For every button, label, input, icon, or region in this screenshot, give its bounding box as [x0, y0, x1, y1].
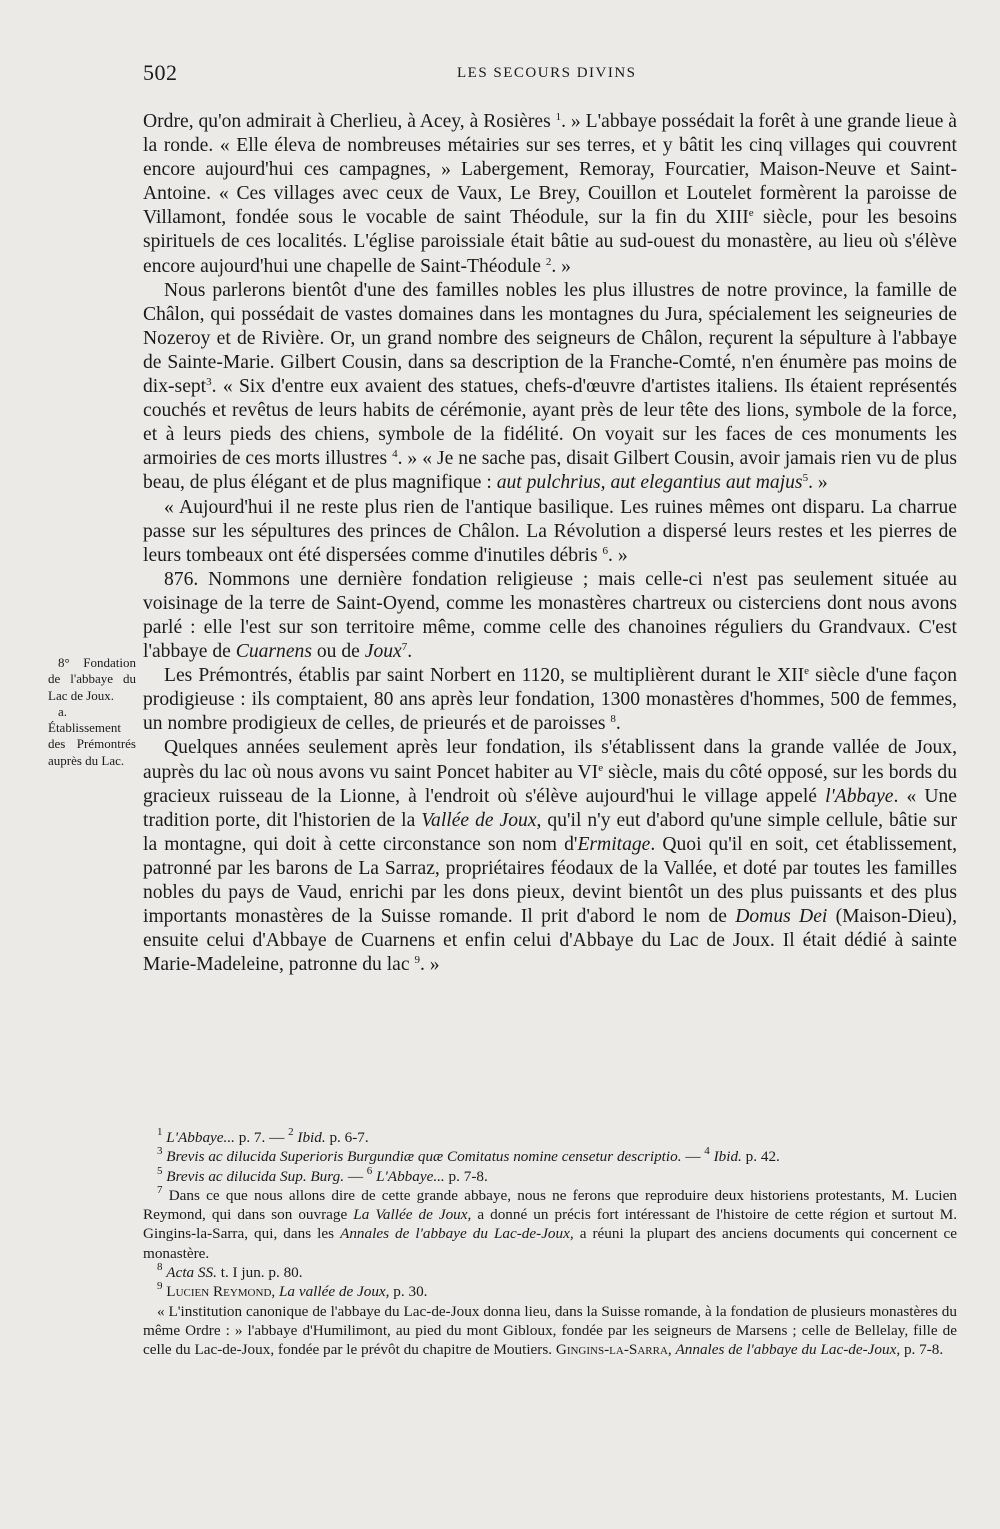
footnote-number: 1 — [157, 1126, 163, 1138]
italic-text: Acta SS. — [166, 1264, 217, 1282]
footnote-ref: 1 — [555, 111, 562, 123]
footnote-ref: 4 — [392, 448, 398, 461]
text: . » — [808, 472, 828, 494]
text: — — [344, 1167, 367, 1185]
italic-text: Ibid. — [297, 1129, 326, 1146]
text: Quelques années seulement après leur fondation, ils s'établissent dans la grande vallée de Joux, auprès du lac où nous avons vu saint Poncet habiter au VI — [143, 737, 957, 783]
text: 876. Nommons une dernière fondation religieuse ; mais celle-ci n'est pas seulement située au voisinage de la terre de Saint-Oyend, comme les monastères chartreux ou cisterciens dont nous avons parlé : elle l'est sur son territoire même, comme celle des chanoines réguliers du Grandvaux. C'est l'abbaye de — [143, 568, 957, 663]
footnote — [143, 1282, 957, 1301]
margin-note: a. Établissement des Prémontrés auprès du Lac. — [48, 703, 136, 768]
italic-text: L'Abbaye... — [166, 1129, 235, 1146]
text: siècle, pour les besoins spirituels de ces localités. L'église paroissiale était bâtie au sud-ouest du monastère, au lieu où s'élève encore aujourd'hui une chapelle de Saint-Théodule — [143, 207, 958, 277]
text: siècle, mais du côté opposé, sur les bords du gracieux ruisseau de la Lionne, à l'endroit où s'élève aujourd'hui le village appelé — [143, 761, 958, 807]
italic-text: Ermitage — [577, 833, 651, 855]
text: siècle d'une façon prodigieuse : ils comptaient, 80 ans après leur fondation, 1300 monastères d'hommes, 500 de femmes, un nombre prodigieux de celles, de prieurés et de paroisses — [143, 665, 957, 735]
italic-text: Ibid. — [713, 1148, 742, 1166]
text: , — [667, 1341, 676, 1359]
footnotes — [143, 1128, 957, 1360]
footnote-ref: 3 — [206, 376, 212, 389]
author-name: Lucien Reymond — [166, 1283, 272, 1301]
footnote-ref: 2 — [545, 255, 552, 268]
footnote-ref: 8 — [610, 713, 616, 726]
century-suffix: e — [804, 665, 810, 678]
text: Les Prémontrés, établis par saint Norbert en 1120, se multiplièrent durant le XII — [164, 665, 805, 687]
footnote — [143, 1128, 957, 1147]
text: p. 7-8. — [444, 1167, 488, 1185]
footnote-number: 8 — [157, 1261, 163, 1274]
main-text — [143, 110, 957, 977]
text: — — [681, 1148, 705, 1166]
text: a réuni la plupart des anciens documents qui concernent ce monastère. — [143, 1225, 957, 1262]
text: p. 7. — — [234, 1129, 289, 1146]
text: , — [271, 1283, 279, 1301]
text: . » « Je ne sache pas, disait Gilbert Cousin, avoir jamais rien vu de plus beau, de plus élégant et de plus magnifique : — [143, 448, 957, 494]
text: ou de — [311, 641, 365, 663]
text: . « Une tradition porte, dit l'historien de la — [143, 785, 957, 831]
text: « L'institution canonique de l'abbaye du Lac-de-Joux donna lieu, dans la Suisse romande, à la fondation de plusieurs monastères du même Ordre : » l'abbaye d'Humilimont, au pied du mont Gibloux, fondée par les seigneurs de Marsens ; celle de Bellelay, fille de celle du Lac-de-Joux, fondée par le prévôt du chapitre de Moutiers. — [143, 1302, 957, 1359]
footnote — [143, 1183, 957, 1263]
paragraph — [143, 568, 957, 664]
italic-text: L'Abbaye... — [376, 1167, 445, 1185]
italic-text: Domus Dei — [735, 906, 828, 928]
text: . » — [551, 255, 571, 277]
margin-note: 8° Fondation de l'abbaye du Lac de Joux. — [48, 655, 136, 703]
page-number: 502 — [143, 60, 178, 85]
text: Ordre, qu'on admirait à Cherlieu, à Acey, à Rosières — [143, 111, 556, 132]
text: t. I jun. p. 80. — [216, 1264, 303, 1282]
paragraph — [143, 496, 957, 568]
footnote-number: 7 — [157, 1183, 163, 1196]
latin-quote: aut pulchrius, aut elegantius aut majus — [496, 472, 803, 494]
text: , qu'il n'y eut d'abord qu'une simple cellule, bâtie sur la montagne, qui doit à cette circonstance son nom d' — [143, 809, 957, 855]
text: « Aujourd'hui il ne reste plus rien de l'antique basilique. Les ruines mêmes ont disparu. La charrue passe sur les sépultures des princes de Châlon. La Révolution a dispersé leurs restes et les pierres de leurs tombeaux ont été dispersées comme d'inutiles débris — [143, 496, 957, 566]
footnote — [143, 1164, 957, 1186]
century-suffix: e — [748, 207, 754, 220]
footnote-number: 3 — [157, 1145, 163, 1158]
paragraph — [143, 664, 957, 736]
footnote-ref: 6 — [602, 544, 609, 557]
footnote-ref: 7 — [401, 641, 408, 654]
text: (Maison-Dieu), ensuite celui d'Abbaye de Cuarnens et enfin celui d'Abbaye du Lac de Joux. Il était dédié à sainte Marie-Madeleine, patronne du lac — [143, 906, 957, 976]
italic-text: Vallée de Joux — [421, 809, 537, 831]
footnote-ref: 9 — [414, 954, 420, 967]
author-name: Gingins-la-Sarra — [555, 1341, 668, 1359]
text: . — [407, 641, 413, 663]
paragraph — [143, 736, 957, 977]
text: . » — [608, 544, 628, 566]
italic-text: La vallée de Joux, — [278, 1283, 390, 1301]
italic-text: Brevis ac dilucida Sup. Burg. — [166, 1167, 345, 1185]
italic-text: l'Abbaye — [825, 785, 894, 807]
text: Dans ce que nous allons dire de cette grande abbaye, nous ne ferons que reproduire deux historiens protestants, M. Lucien Reymond, qui dans son ouvrage — [143, 1186, 957, 1224]
italic-text: Joux — [364, 641, 402, 663]
footnote-number: 6 — [366, 1164, 373, 1177]
footnote-number: 9 — [157, 1280, 163, 1293]
text: . » — [419, 954, 440, 976]
italic-text: La Vallée de Joux, — [353, 1206, 472, 1224]
italic-text: Annales de l'abbaye du Lac-de-Joux, — [340, 1225, 574, 1243]
footnote — [143, 1302, 957, 1360]
text: . — [615, 713, 621, 735]
italic-text: Annales de l'abbaye du Lac-de-Joux, — [675, 1341, 901, 1359]
margin-notes — [48, 655, 136, 769]
footnote-ref: 5 — [802, 472, 809, 485]
text: . » L'abbaye possédait la forêt à une grande lieue à la ronde. « Elle éleva de nombreuses métairies sur ses terres, et y bâtit les cinq villages qui couvrent encore aujourd'hui ces campagnes, » Labergement, Remoray, Fourcatier, Maison-Neuve et Saint-Antoine. « Ces villages avec ceux de Vaux, Le Brey, Couillon et Loutelet formèrent la paroisse de Villamont, fondée sous le vocable de saint Théodule, sur la fin du XIII — [143, 111, 957, 229]
paragraph — [143, 110, 957, 279]
text: . « Six d'entre eux avaient des statues, chefs-d'œuvre d'artistes italiens. Ils étaient représentés couchés et revêtus de leurs habits de cérémonie, ayant près de leur tête des lions, symbole de la force, et à leurs pieds des chiens, symbole de la fidélité. On voyait sur les faces de ces monuments les armoiries de ces morts illustres — [143, 376, 957, 470]
footnote — [143, 1263, 957, 1282]
italic-text: Cuarnens — [235, 641, 312, 663]
text: Nous parlerons bientôt d'une des familles nobles les plus illustres de notre province, la famille de Châlon, qui possédait de vastes domaines dans les montagnes du Jura, spécialement les seigneuries de Nozeroy et de Rivière. Or, un grand nombre des seigneurs de Châlon, reçurent la sépulture à l'abbaye de Sainte-Marie. Gilbert Cousin, dans sa description de la Franche-Comté, n'en énumère pas moins de dix-sept — [143, 279, 957, 398]
footnote-number: 4 — [704, 1145, 710, 1158]
text: p. 7-8. — [900, 1341, 944, 1359]
running-head: LES SECOURS DIVINS — [457, 65, 637, 81]
century-suffix: e — [598, 761, 604, 774]
footnote — [143, 1147, 957, 1166]
paragraph — [143, 279, 957, 496]
text: p. 42. — [741, 1148, 780, 1166]
text: p. 30. — [389, 1283, 428, 1301]
text: . Quoi qu'il en soit, cet établissement, patronné par les barons de La Sarraz, propriétaires féodaux de la Vallée, et doté par toutes les familles nobles du pays de Vaud, enrichi par les dons pieux, devint bientôt un des plus puissants et des plus importants monastères de la Suisse romande. Il prit d'abord le nom de — [143, 833, 957, 928]
footnote-number: 5 — [157, 1164, 163, 1177]
text: p. 6-7. — [325, 1129, 369, 1146]
footnote-number: 2 — [288, 1126, 294, 1138]
italic-text: Brevis ac dilucida Superioris Burgundiæ quæ Comitatus nomine censetur descriptio. — [166, 1148, 682, 1166]
text: a donné un précis fort intéressant de l'histoire de cette région et surtout M. Gingins-la-Sarra, qui, dans les — [143, 1206, 957, 1243]
